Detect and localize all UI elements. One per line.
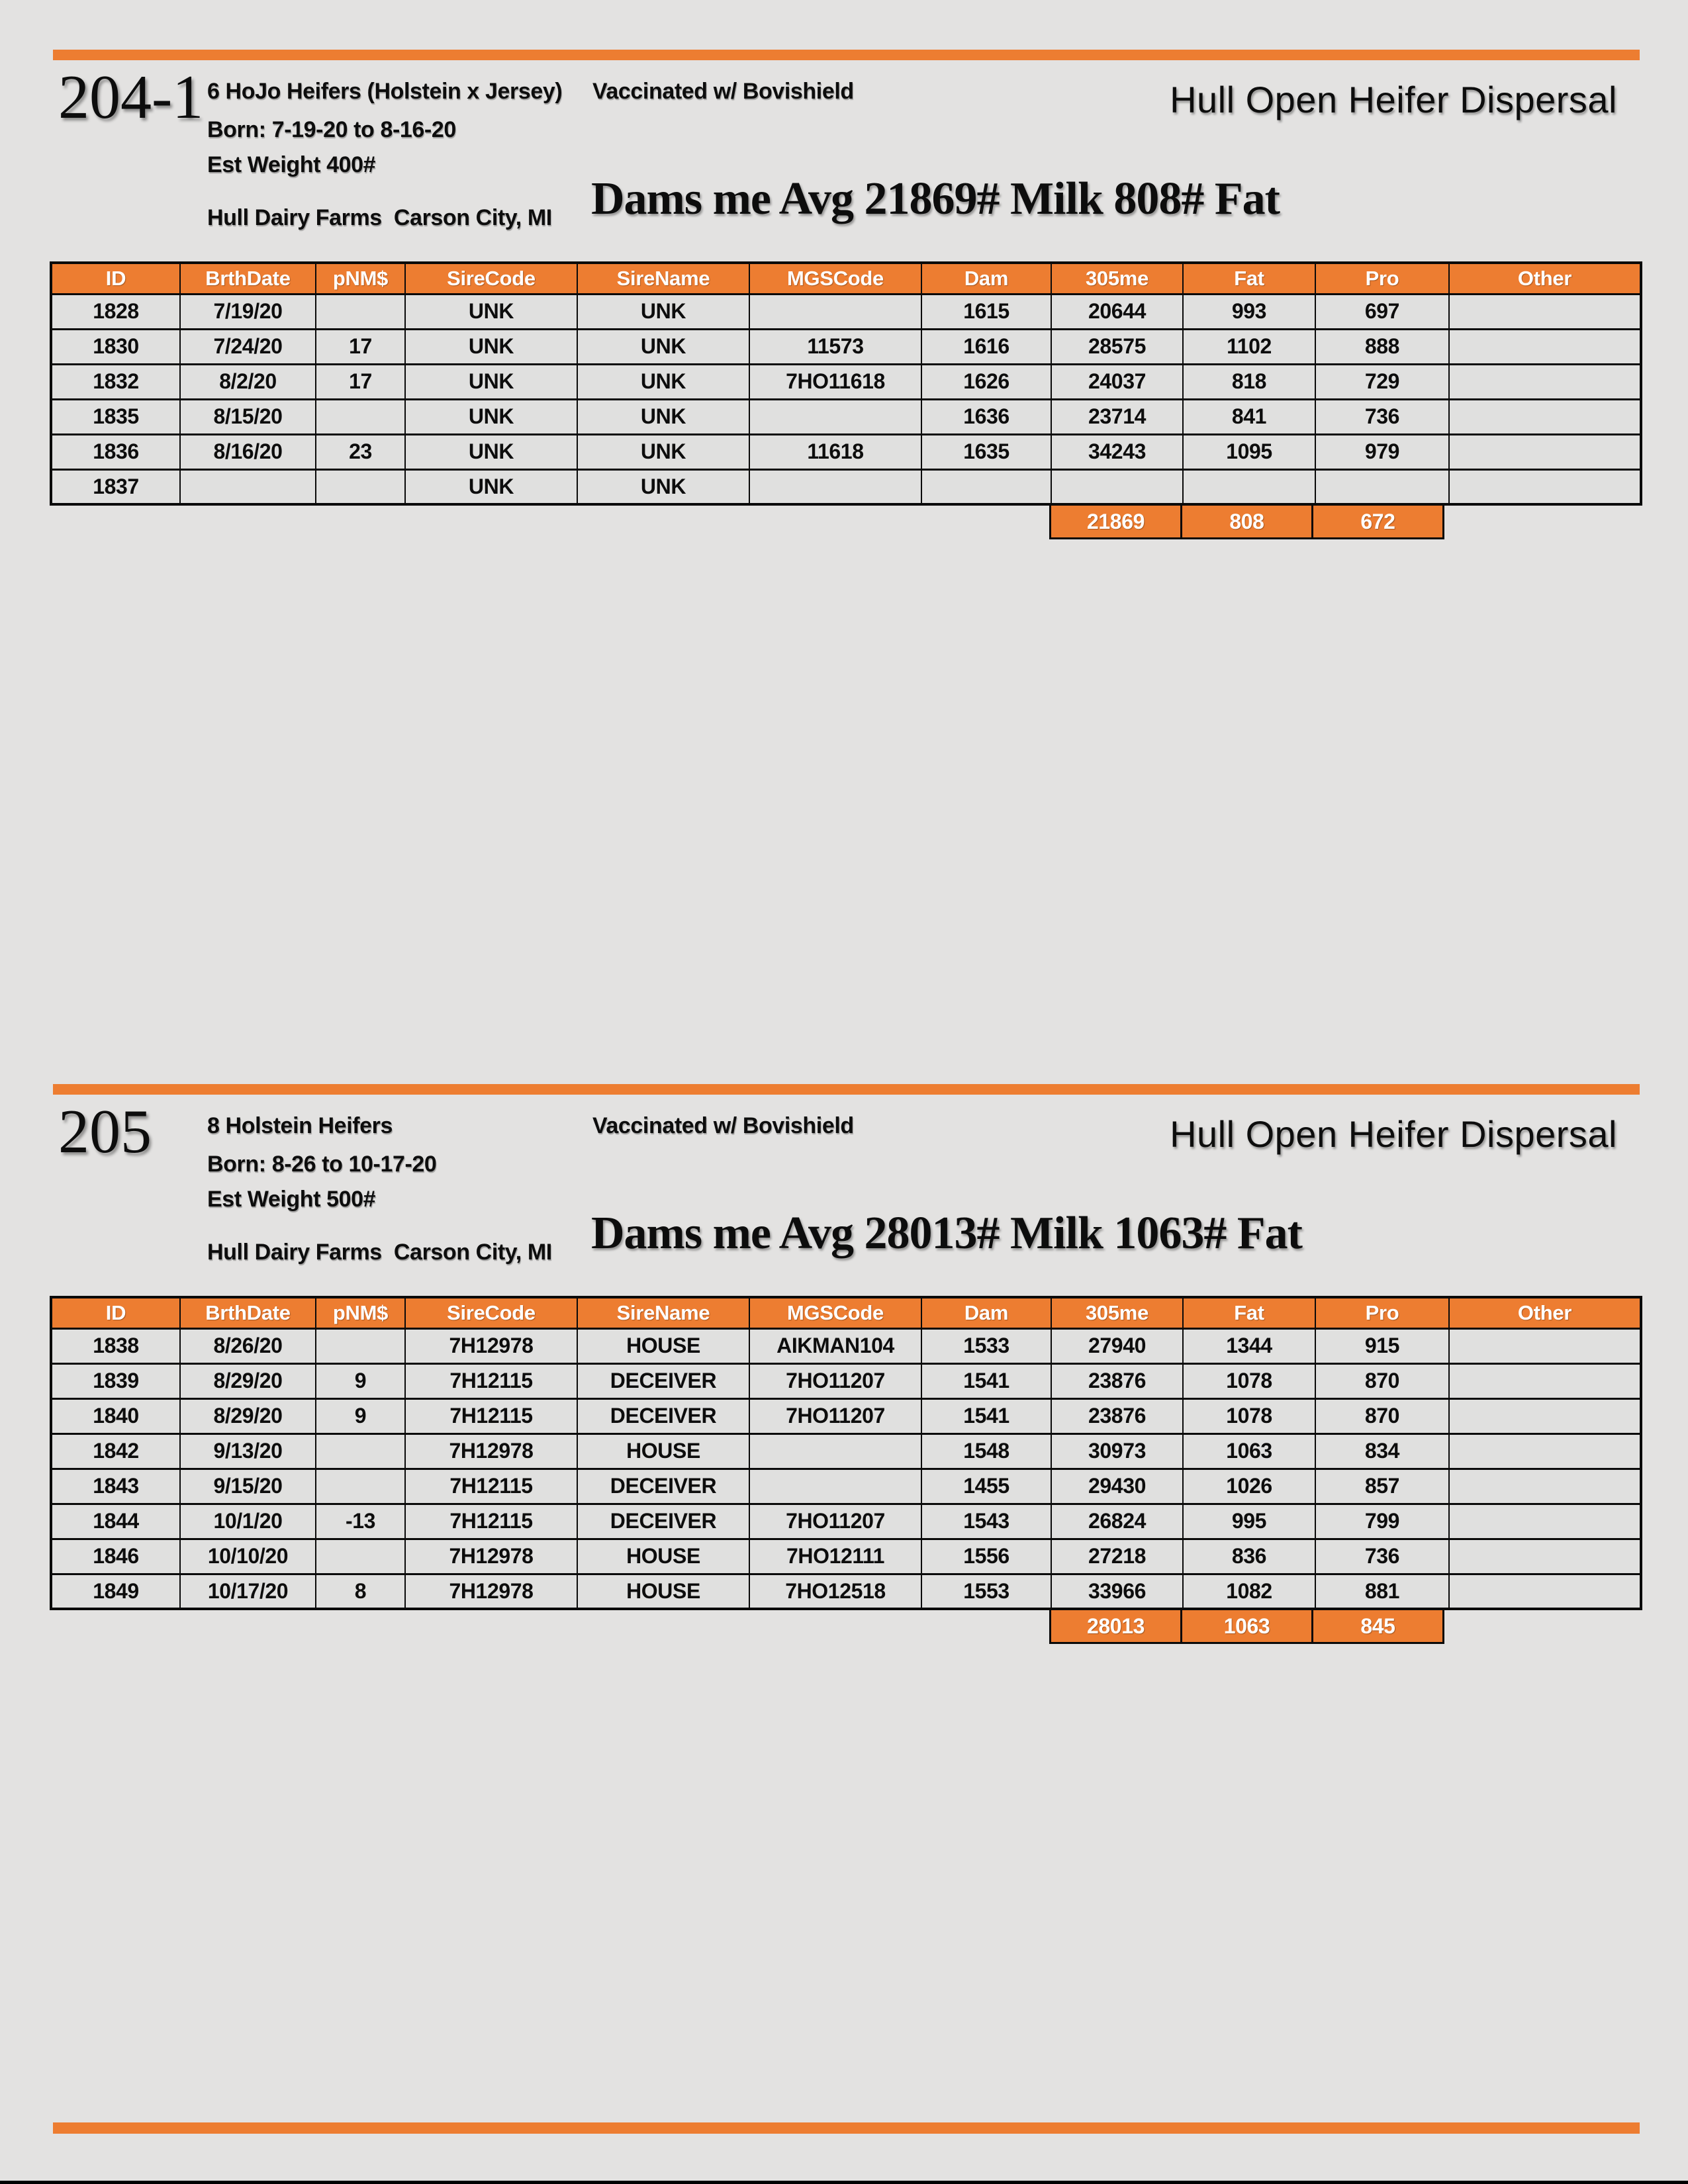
table-cell (180, 469, 316, 504)
table-cell: 1846 (51, 1539, 180, 1574)
table-cell (749, 469, 921, 504)
table-cell: 1828 (51, 294, 180, 329)
heifer-table (50, 261, 1642, 506)
table-cell (921, 469, 1051, 504)
column-header-dam: Dam (921, 1297, 1051, 1328)
table-cell (316, 399, 405, 434)
table-cell: 736 (1315, 399, 1449, 434)
vaccination-note: Vaccinated w/ Bovishield (592, 79, 854, 104)
page-bottom-edge (0, 2181, 1688, 2184)
table-cell: 1553 (921, 1574, 1051, 1609)
table-cell (316, 469, 405, 504)
table-row (51, 364, 1641, 399)
table-row (51, 294, 1641, 329)
table-cell (749, 294, 921, 329)
table-cell (1183, 469, 1315, 504)
table-cell: 870 (1315, 1363, 1449, 1398)
table-cell: 17 (316, 329, 405, 364)
table-cell (1449, 1574, 1641, 1609)
table-row (51, 399, 1641, 434)
table-cell: 30973 (1051, 1433, 1183, 1469)
table-cell: 7/24/20 (180, 329, 316, 364)
summary-fat: 808 (1180, 504, 1313, 539)
table-cell: 27218 (1051, 1539, 1183, 1574)
table-cell: 23876 (1051, 1398, 1183, 1433)
table-header-row (51, 1297, 1641, 1328)
table-cell (1449, 1363, 1641, 1398)
table-row (51, 1539, 1641, 1574)
footer-bar (53, 2122, 1640, 2134)
table-cell: 8/29/20 (180, 1398, 316, 1433)
column-header-pnm: pNM$ (316, 263, 405, 294)
table-cell: 7H12978 (405, 1433, 577, 1469)
table-cell: 1636 (921, 399, 1051, 434)
table-cell (749, 1433, 921, 1469)
table-cell (316, 1469, 405, 1504)
table-row (51, 1398, 1641, 1433)
table-cell: 1835 (51, 399, 180, 434)
table-cell: 7H12115 (405, 1363, 577, 1398)
table-cell (316, 1433, 405, 1469)
table-cell: HOUSE (577, 1539, 749, 1574)
table-cell (316, 1328, 405, 1363)
column-header-dam: Dam (921, 263, 1051, 294)
lot-section-205 (0, 1034, 1688, 2120)
section-divider-bar (53, 50, 1640, 60)
table-cell: 26824 (1051, 1504, 1183, 1539)
summary-fat: 1063 (1180, 1608, 1313, 1644)
table-cell (1449, 1398, 1641, 1433)
table-cell: 10/10/20 (180, 1539, 316, 1574)
column-header-sirecode: SireCode (405, 1297, 577, 1328)
table-cell: DECEIVER (577, 1398, 749, 1433)
table-cell: 1078 (1183, 1398, 1315, 1433)
column-header-305me: 305me (1051, 263, 1183, 294)
table-cell: 1849 (51, 1574, 180, 1609)
table-cell: 1837 (51, 469, 180, 504)
sale-title: Hull Open Heifer Dispersal (1170, 1113, 1617, 1155)
sale-title: Hull Open Heifer Dispersal (1170, 79, 1617, 120)
table-cell: 24037 (1051, 364, 1183, 399)
column-header-fat: Fat (1183, 1297, 1315, 1328)
table-cell: 7HO12518 (749, 1574, 921, 1609)
table-cell: 1635 (921, 434, 1051, 469)
table-cell: 11618 (749, 434, 921, 469)
table-summary-row (1049, 504, 1444, 539)
table-cell: UNK (577, 434, 749, 469)
table-cell: 1102 (1183, 329, 1315, 364)
table-cell: 1082 (1183, 1574, 1315, 1609)
table-cell: 17 (316, 364, 405, 399)
table-cell: 1840 (51, 1398, 180, 1433)
table-cell: 979 (1315, 434, 1449, 469)
lot-description: 6 HoJo Heifers (Holstein x Jersey) (207, 79, 563, 104)
table-cell: 1455 (921, 1469, 1051, 1504)
table-cell (1449, 1504, 1641, 1539)
column-header-mgscode: MGSCode (749, 1297, 921, 1328)
table-cell (1449, 329, 1641, 364)
lot-description: 8 Holstein Heifers (207, 1113, 393, 1138)
column-header-other: Other (1449, 1297, 1641, 1328)
table-cell: 9/15/20 (180, 1469, 316, 1504)
table-cell: UNK (577, 364, 749, 399)
table-cell (1315, 469, 1449, 504)
table-cell: 836 (1183, 1539, 1315, 1574)
table-cell: 8 (316, 1574, 405, 1609)
column-header-id: ID (51, 263, 180, 294)
table-cell (749, 399, 921, 434)
table-cell: 729 (1315, 364, 1449, 399)
table-cell: 870 (1315, 1398, 1449, 1433)
farm-name-location: Hull Dairy Farms Carson City, MI (207, 1240, 552, 1265)
table-cell: 8/29/20 (180, 1363, 316, 1398)
table-cell (316, 294, 405, 329)
lot-number: 204-1 (58, 63, 204, 132)
table-row (51, 1504, 1641, 1539)
table-cell (1449, 1328, 1641, 1363)
table-cell: 9 (316, 1363, 405, 1398)
table-cell: UNK (577, 329, 749, 364)
table-row (51, 1433, 1641, 1469)
table-cell: 1063 (1183, 1433, 1315, 1469)
table-cell: 1832 (51, 364, 180, 399)
column-header-pro: Pro (1315, 263, 1449, 294)
column-header-pro: Pro (1315, 1297, 1449, 1328)
table-cell: 20644 (1051, 294, 1183, 329)
table-cell: 1836 (51, 434, 180, 469)
table-cell: 9 (316, 1398, 405, 1433)
table-cell: 841 (1183, 399, 1315, 434)
table-cell: 27940 (1051, 1328, 1183, 1363)
table-cell: 1616 (921, 329, 1051, 364)
table-cell: 7H12115 (405, 1469, 577, 1504)
table-cell: 1543 (921, 1504, 1051, 1539)
table-cell: 7H12978 (405, 1539, 577, 1574)
vaccination-note: Vaccinated w/ Bovishield (592, 1113, 854, 1138)
table-cell: 8/2/20 (180, 364, 316, 399)
table-cell: 1533 (921, 1328, 1051, 1363)
column-header-pnm: pNM$ (316, 1297, 405, 1328)
column-header-sirecode: SireCode (405, 263, 577, 294)
table-cell: 736 (1315, 1539, 1449, 1574)
summary-pro: 672 (1311, 504, 1444, 539)
section-divider-bar (53, 1084, 1640, 1095)
table-cell: HOUSE (577, 1328, 749, 1363)
table-cell: UNK (405, 329, 577, 364)
table-cell: HOUSE (577, 1433, 749, 1469)
table-cell: 915 (1315, 1328, 1449, 1363)
table-cell: 28575 (1051, 329, 1183, 364)
table-cell: 29430 (1051, 1469, 1183, 1504)
table-cell: 834 (1315, 1433, 1449, 1469)
table-cell: 8/15/20 (180, 399, 316, 434)
table-cell: 1838 (51, 1328, 180, 1363)
table-cell: 8/16/20 (180, 434, 316, 469)
table-cell: 7HO11618 (749, 364, 921, 399)
table-cell: 1556 (921, 1539, 1051, 1574)
table-cell: 1844 (51, 1504, 180, 1539)
column-header-fat: Fat (1183, 263, 1315, 294)
table-cell: DECEIVER (577, 1363, 749, 1398)
table-cell: UNK (577, 294, 749, 329)
table-row (51, 1363, 1641, 1398)
table-cell: 1078 (1183, 1363, 1315, 1398)
table-cell: 1839 (51, 1363, 180, 1398)
table-cell: 857 (1315, 1469, 1449, 1504)
table-cell: UNK (405, 469, 577, 504)
table-cell: 33966 (1051, 1574, 1183, 1609)
table-cell: 1541 (921, 1363, 1051, 1398)
table-cell: 818 (1183, 364, 1315, 399)
table-cell (316, 1539, 405, 1574)
table-cell: 7HO11207 (749, 1398, 921, 1433)
table-cell: 7HO11207 (749, 1363, 921, 1398)
table-cell: 993 (1183, 294, 1315, 329)
table-cell: 23 (316, 434, 405, 469)
table-cell: 7HO12111 (749, 1539, 921, 1574)
table-cell: 7HO11207 (749, 1504, 921, 1539)
table-cell: 7/19/20 (180, 294, 316, 329)
table-cell (1449, 294, 1641, 329)
lot-number: 205 (58, 1097, 152, 1166)
table-summary-row (1049, 1608, 1444, 1644)
column-header-id: ID (51, 1297, 180, 1328)
table-cell (1449, 399, 1641, 434)
summary-305me: 21869 (1049, 504, 1182, 539)
table-row (51, 469, 1641, 504)
lot-est-weight: Est Weight 400# (207, 152, 376, 177)
column-header-brthdate: BrthDate (180, 1297, 316, 1328)
table-header-row (51, 263, 1641, 294)
table-cell: 23876 (1051, 1363, 1183, 1398)
table-cell: 1842 (51, 1433, 180, 1469)
table-cell: 34243 (1051, 434, 1183, 469)
lot-born-dates: Born: 8-26 to 10-17-20 (207, 1152, 437, 1177)
table-cell: 7H12115 (405, 1504, 577, 1539)
table-cell: UNK (405, 399, 577, 434)
lot-est-weight: Est Weight 500# (207, 1187, 376, 1212)
table-cell: -13 (316, 1504, 405, 1539)
table-cell: 10/1/20 (180, 1504, 316, 1539)
table-cell: UNK (405, 434, 577, 469)
table-row (51, 1328, 1641, 1363)
table-cell: AIKMAN104 (749, 1328, 921, 1363)
table-cell: 888 (1315, 329, 1449, 364)
table-cell (1449, 1539, 1641, 1574)
table-cell: 1626 (921, 364, 1051, 399)
table-cell: 11573 (749, 329, 921, 364)
table-cell: UNK (405, 364, 577, 399)
table-cell: 1541 (921, 1398, 1051, 1433)
table-cell: 1615 (921, 294, 1051, 329)
table-row (51, 434, 1641, 469)
column-header-mgscode: MGSCode (749, 263, 921, 294)
column-header-sirename: SireName (577, 1297, 749, 1328)
table-cell: 1830 (51, 329, 180, 364)
table-row (51, 329, 1641, 364)
table-cell: HOUSE (577, 1574, 749, 1609)
table-cell (1449, 469, 1641, 504)
column-header-305me: 305me (1051, 1297, 1183, 1328)
table-cell: 1344 (1183, 1328, 1315, 1363)
summary-pro: 845 (1311, 1608, 1444, 1644)
table-cell (1449, 1433, 1641, 1469)
table-cell (1449, 434, 1641, 469)
column-header-brthdate: BrthDate (180, 263, 316, 294)
table-cell: 1843 (51, 1469, 180, 1504)
table-cell: UNK (577, 399, 749, 434)
table-cell (749, 1469, 921, 1504)
column-header-other: Other (1449, 263, 1641, 294)
table-cell: 1026 (1183, 1469, 1315, 1504)
table-cell (1051, 469, 1183, 504)
table-cell: 23714 (1051, 399, 1183, 434)
heifer-table (50, 1296, 1642, 1610)
table-cell: 697 (1315, 294, 1449, 329)
table-cell: UNK (405, 294, 577, 329)
table-cell: 9/13/20 (180, 1433, 316, 1469)
table-cell: 7H12978 (405, 1574, 577, 1609)
table-cell: 881 (1315, 1574, 1449, 1609)
table-cell: DECEIVER (577, 1469, 749, 1504)
table-cell: 7H12115 (405, 1398, 577, 1433)
table-cell: 1095 (1183, 434, 1315, 469)
table-row (51, 1574, 1641, 1609)
table-cell: 8/26/20 (180, 1328, 316, 1363)
column-header-sirename: SireName (577, 263, 749, 294)
table-cell: UNK (577, 469, 749, 504)
table-cell: 995 (1183, 1504, 1315, 1539)
farm-name-location: Hull Dairy Farms Carson City, MI (207, 205, 552, 230)
table-cell: 7H12978 (405, 1328, 577, 1363)
dams-average-line: Dams me Avg 28013# Milk 1063# Fat (591, 1208, 1302, 1259)
lot-born-dates: Born: 7-19-20 to 8-16-20 (207, 117, 456, 142)
summary-305me: 28013 (1049, 1608, 1182, 1644)
table-row (51, 1469, 1641, 1504)
dams-average-line: Dams me Avg 21869# Milk 808# Fat (591, 173, 1280, 224)
table-cell: 10/17/20 (180, 1574, 316, 1609)
table-cell: DECEIVER (577, 1504, 749, 1539)
table-cell (1449, 364, 1641, 399)
table-cell: 1548 (921, 1433, 1051, 1469)
lot-section-204-1 (0, 0, 1688, 1034)
table-cell: 799 (1315, 1504, 1449, 1539)
table-cell (1449, 1469, 1641, 1504)
